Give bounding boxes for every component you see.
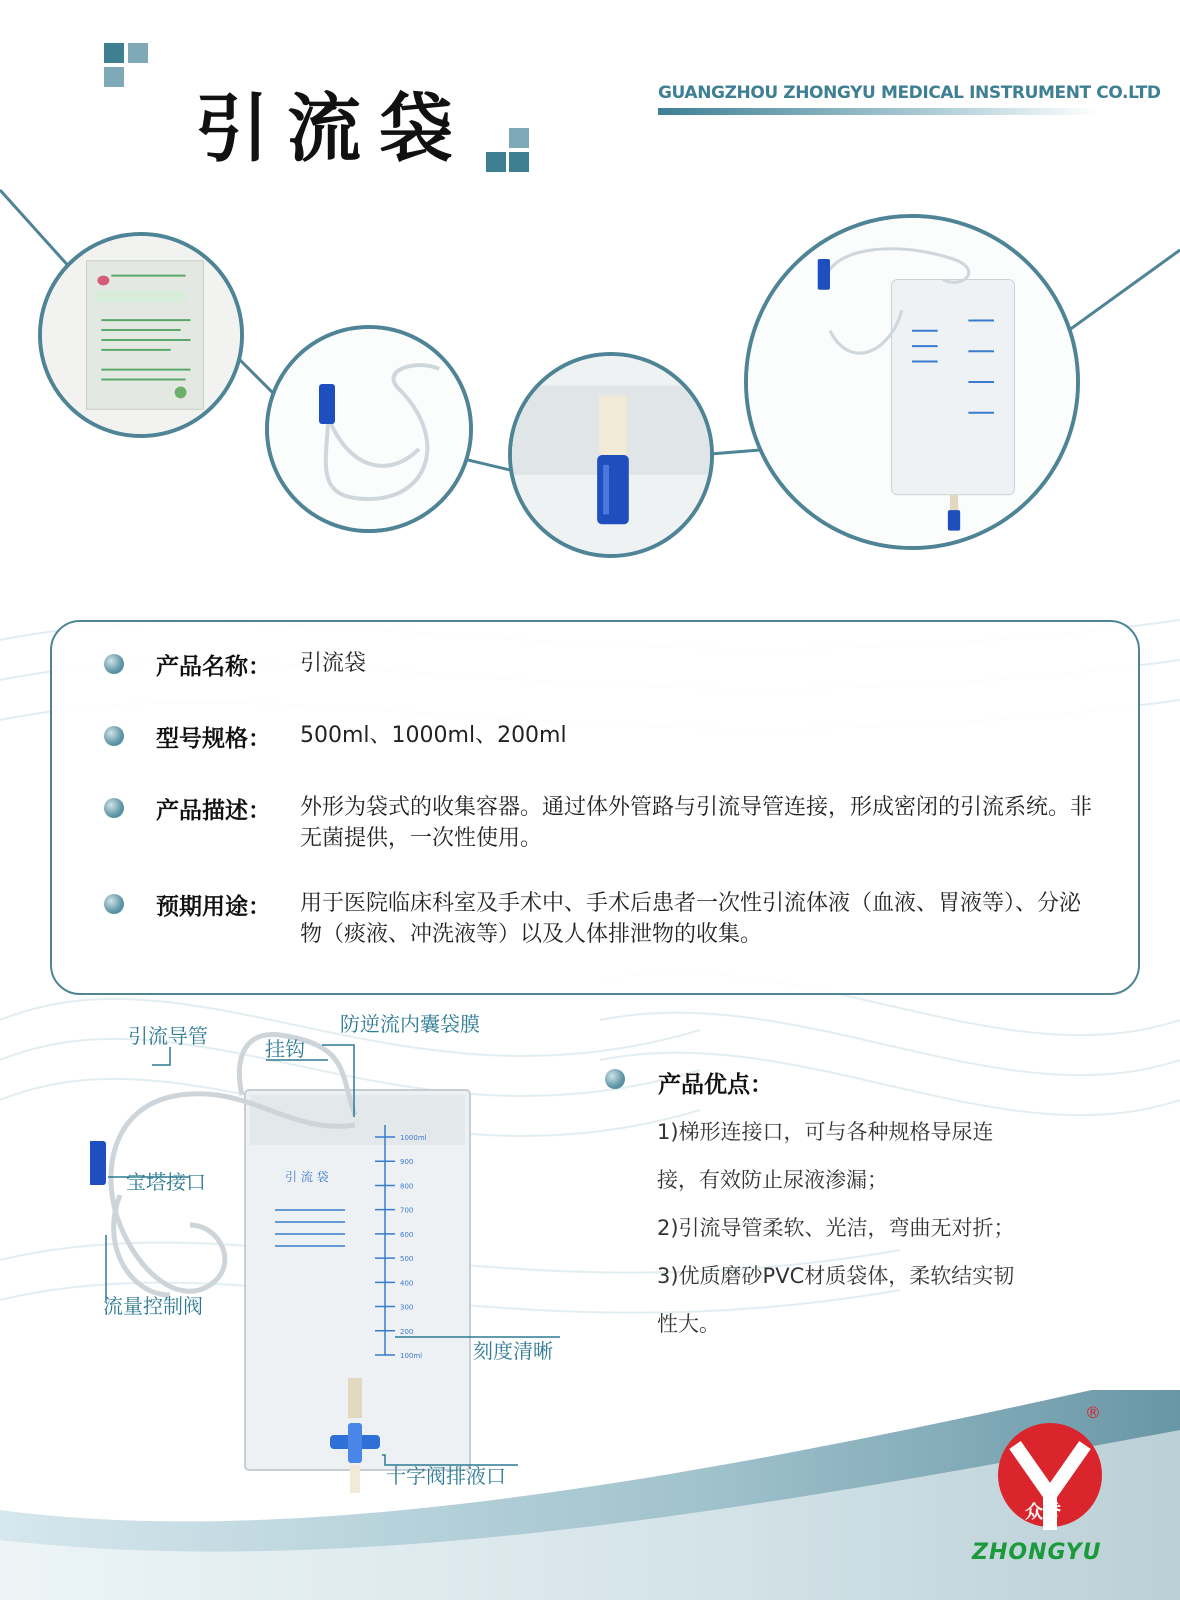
scale-label: 500 [400, 1255, 414, 1264]
scale-label: 1000ml [400, 1134, 427, 1142]
registered-mark: ® [1085, 1403, 1101, 1422]
info-label: 产品名称： [156, 654, 271, 680]
company-name: GUANGZHOU ZHONGYU MEDICAL INSTRUMENT CO.LTD [658, 83, 1161, 103]
info-text: 用于医院临床科室及手术中、手术后患者一次性引流体液（血液、胃液等）、分泌物（痰液、冲洗液等）以及人体排泄物的收集。 [300, 891, 1082, 947]
callout-drain-tube: 引流导管 [128, 1024, 208, 1048]
bullet-icon [605, 1069, 625, 1089]
outlet-valve-photo [508, 352, 714, 558]
advantage-line: 3)优质磨砂PVC材质袋体，柔软结实韧 [657, 1264, 1015, 1288]
advantage-line: 接，有效防止尿液渗漏； [657, 1168, 888, 1192]
scale-label: 200 [400, 1327, 414, 1336]
callout-hook: 挂钩 [265, 1037, 305, 1061]
info-text: 引流袋 [300, 651, 367, 676]
package-photo [38, 232, 244, 438]
callout-scale: 刻度清晰 [473, 1339, 553, 1363]
brand-name: ZHONGYU [972, 1540, 1102, 1565]
bag-print-name: 引 流 袋 [285, 1170, 329, 1184]
bullet-icon [104, 654, 124, 674]
info-label: 产品描述： [156, 798, 271, 824]
callout-flow-valve: 流量控制阀 [103, 1294, 203, 1318]
advantage-line: 1)梯形连接口，可与各种规格导尿连 [657, 1120, 994, 1144]
bullet-icon [104, 894, 124, 914]
full-bag-photo [744, 214, 1080, 550]
info-text: 500ml、1000ml、200ml [300, 723, 567, 748]
info-label: 型号规格： [156, 726, 271, 752]
callout-pagoda-connector: 宝塔接口 [126, 1170, 206, 1194]
scale-label: 300 [400, 1303, 414, 1312]
scale-label: 900 [400, 1158, 414, 1167]
scale-label: 700 [400, 1206, 414, 1215]
callout-anti-reflux: 防逆流内囊袋膜 [340, 1012, 480, 1036]
page-title: 引流袋 [195, 86, 471, 172]
info-label: 预期用途： [156, 894, 271, 920]
product-info-panel [50, 620, 1140, 995]
scale-label: 600 [400, 1230, 414, 1239]
advantage-line: 性大。 [657, 1312, 720, 1336]
scale-label: 800 [400, 1182, 414, 1191]
bullet-icon [104, 798, 124, 818]
company-underline [658, 108, 1098, 115]
scale-label: 100ml [400, 1352, 423, 1360]
logo-mark: 众誉 [1025, 1502, 1061, 1523]
tube-connector-photo [265, 325, 473, 533]
advantage-line: 2)引流导管柔软、光洁，弯曲无对折； [657, 1216, 1015, 1240]
bullet-icon [104, 726, 124, 746]
info-text: 外形为袋式的收集容器。通过体外管路与引流导管连接，形成密闭的引流系统。非无菌提供，一次性使用。 [300, 795, 1093, 851]
callout-cross-valve: 十字阀排液口 [386, 1464, 506, 1488]
scale-label: 400 [400, 1279, 414, 1288]
advantages-title: 产品优点： [658, 1072, 773, 1098]
